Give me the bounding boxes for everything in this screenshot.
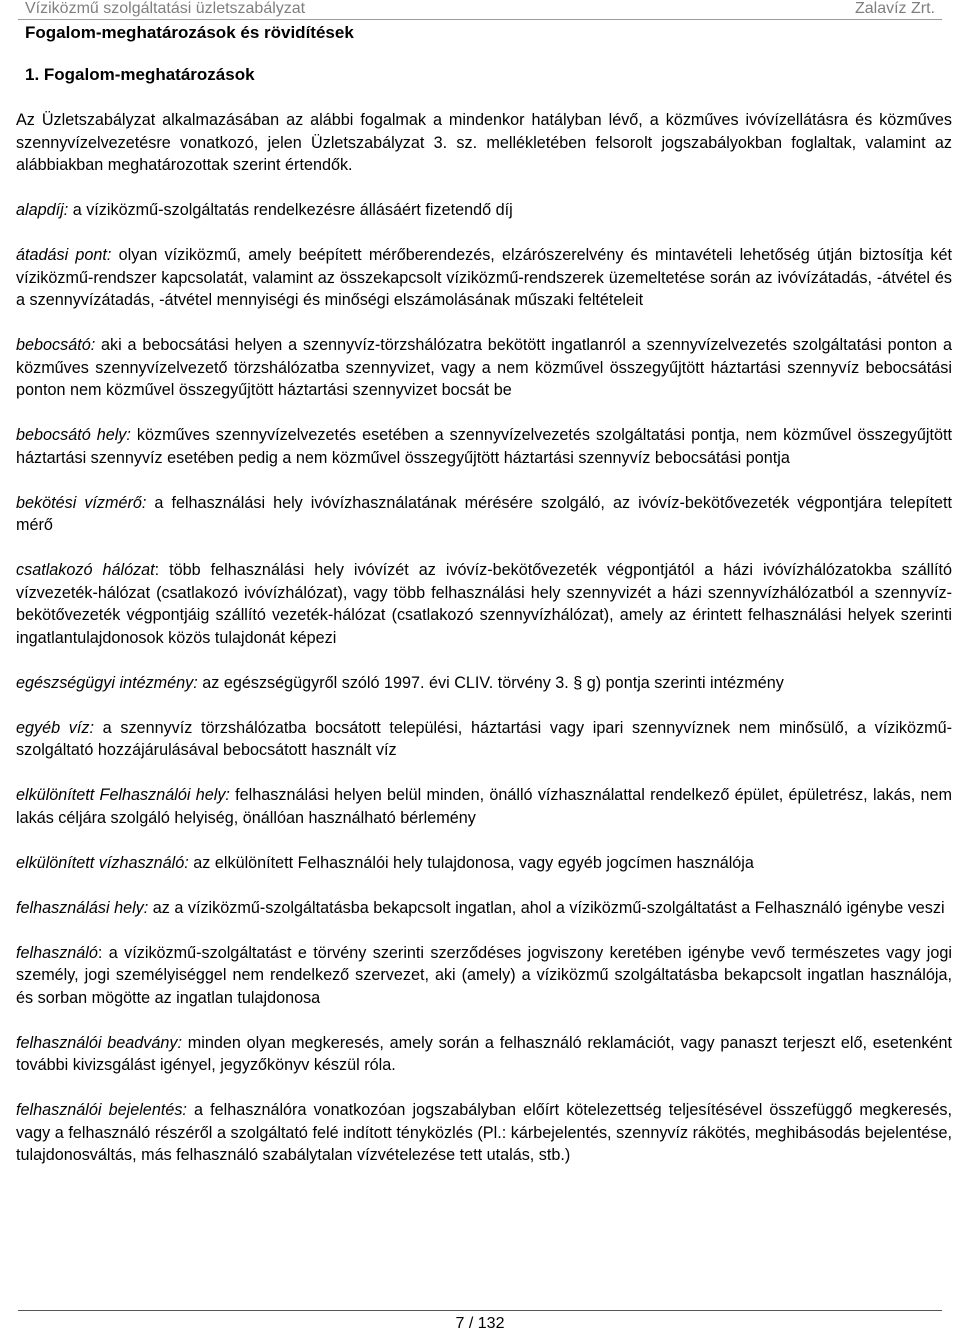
definition-term: felhasználó bbox=[16, 943, 98, 962]
definition-text: felhasználási helyen belül minden, önálló vízhasználattal rendelkező épület, épületrész, lakás, nem lakás céljára szolgáló helyiség, önállóan használható bérlemény bbox=[16, 786, 952, 827]
page-header bbox=[25, 0, 935, 18]
definition-felhasznalo bbox=[16, 942, 952, 1010]
definition-text: az a víziközmű-szolgáltatásba bekapcsolt ingatlan, ahol a víziközmű-szolgáltatást a Felhasználó igénybe veszi bbox=[148, 898, 945, 917]
page-number: 7 / 132 bbox=[455, 1315, 505, 1332]
definition-term: elkülönített Felhasználói hely: bbox=[16, 786, 230, 804]
definition-text: : a víziközmű-szolgáltatást e törvény szerinti szerződéses jogviszony keretében igénybe vevő természetes vagy jogi személy, jogi személyiséggel nem rendelkező szervezet, aki (amely) a víziközmű szolgáltatásba bekapcsolt ingatlan használója, és sorban mögötte az ingatlan tulajdonosa bbox=[16, 943, 952, 1007]
document-body bbox=[16, 109, 952, 1189]
definition-egyeb-viz bbox=[16, 717, 952, 762]
definition-term: bebocsátó hely: bbox=[16, 426, 131, 444]
footer-divider bbox=[18, 1310, 942, 1311]
definition-text: az elkülönített Felhasználói hely tulajdonosa, vagy egyéb jogcímen használója bbox=[188, 853, 754, 872]
definition-bebocsato bbox=[16, 334, 952, 402]
definition-felhasznalasi-hely bbox=[16, 897, 952, 920]
definition-text: közműves szennyvízelvezetés esetében a szennyvízelvezetés szolgáltatási pontja, nem közművel összegyűjtött háztartási szennyvíz esetében pedig a nem közművel összegyűjtött háztartási szennyvíz bebocsátási pontja bbox=[16, 426, 952, 467]
definition-bekotesi-vizmero bbox=[16, 492, 952, 537]
definition-term: bebocsátó: bbox=[16, 336, 96, 354]
document-title: Fogalom-meghatározások és rövidítések bbox=[25, 23, 354, 42]
definition-csatlakozo-halozat bbox=[16, 559, 952, 649]
definition-term: felhasználói beadvány: bbox=[16, 1033, 182, 1052]
header-divider bbox=[18, 19, 942, 20]
definition-elkulonitett-vizhasznalo bbox=[16, 852, 952, 875]
definition-text: aki a bebocsátási helyen a szennyvíz-törzshálózatra bekötött ingatlanról a szennyvízelvezetés szolgáltatási ponton a közműves szennyvízelvezető törzshálózatba szennyvizet, vagy a nem közművel összegyűjtött háztartási szennyvíz bebocsátási ponton nem közművel összegyűjtött háztartási szennyvizet bocsát be bbox=[16, 336, 952, 399]
definition-term: bekötési vízmérő: bbox=[16, 493, 147, 512]
definition-text: : több felhasználási hely ivóvízét az ivóvíz-bekötővezeték végpontjától a házi ivóvízhálózatokba szállító vízvezeték-hálózat (csatlakozó ivóvízhálózat), vagy több felhasználási hely szennyvizét a házi szennyvízhálózatból a szennyvíz-bekötővezeték végpontjáig szállító vezeték-hálózat (csatlakozó szennyvízhálózat), amely az érintett felhasználási helyek szerinti ingatlantulajdonosok közös tulajdonát képezi bbox=[16, 561, 952, 647]
definition-text: a felhasználási hely ivóvízhasználatának mérésére szolgáló, az ivóvíz-bekötővezeték végpontjára telepített mérő bbox=[16, 493, 952, 534]
definition-atadasi-pont bbox=[16, 244, 952, 312]
definition-alapdij bbox=[16, 199, 952, 222]
definition-term: egészségügyi intézmény: bbox=[16, 673, 198, 692]
definition-text: az egészségügyről szóló 1997. évi CLIV. törvény 3. § g) pontja szerinti intézmény bbox=[197, 673, 784, 692]
definition-bebocsato-hely bbox=[16, 424, 952, 469]
section-title: 1. Fogalom-meghatározások bbox=[25, 65, 255, 84]
definition-text: a felhasználóra vonatkozóan jogszabályban előírt kötelezettség teljesítésével összefüggő megkeresés, vagy a felhasználó részéről a szolgáltató felé indított tényközlés (Pl.: kárbejelentés, szennyvíz rákötés, meghibásodás bejelentése, tulajdonosváltás, más felhasználó szabálytalan vízvételezése tett utalás, stb.) bbox=[16, 1101, 952, 1164]
definition-term: felhasználói bejelentés: bbox=[16, 1101, 187, 1119]
header-company-name: Zalavíz Zrt. bbox=[854, 0, 935, 17]
definition-elkulonitett-felhasznaloi-hely bbox=[16, 784, 952, 829]
definition-text: a szennyvíz törzshálózatba bocsátott települési, háztartási vagy ipari szennyvíznek nem minősülő, a víziközmű-szolgáltató hozzájárulásával bebocsátott használt víz bbox=[16, 718, 952, 759]
definition-term: csatlakozó hálózat bbox=[16, 561, 155, 579]
definition-egeszsegugyi-intezmeny bbox=[16, 672, 952, 695]
definition-term: elkülönített vízhasználó: bbox=[16, 853, 189, 872]
definition-text: a víziközmű-szolgáltatás rendelkezésre állásáért fizetendő díj bbox=[68, 201, 513, 219]
definition-felhasznaloi-beadvany bbox=[16, 1032, 952, 1077]
definition-term: felhasználási hely: bbox=[16, 898, 149, 917]
header-document-name: Víziközmű szolgáltatási üzletszabályzat bbox=[25, 0, 306, 17]
definition-term: alapdíj: bbox=[16, 201, 69, 219]
definition-felhasznaloi-bejelentes bbox=[16, 1099, 952, 1167]
definition-text: minden olyan megkeresés, amely során a felhasználó reklamációt, vagy panaszt terjeszt elő, esetenként további kivizsgálást igényel, jegyzőkönyv készül róla. bbox=[16, 1033, 952, 1074]
definition-term: egyéb víz: bbox=[16, 718, 94, 737]
definition-term: átadási pont: bbox=[16, 246, 112, 264]
definition-text: olyan víziközmű, amely beépített mérőberendezés, elzárószerelvény és mintavételi lehetőség útján biztosítja két víziközmű-rendszer kapcsolatát, valamint az összekapcsolt víziközmű-rendszerek üzemeltetése során az ivóvízátadás, -átvétel és a szennyvízátadás, -átvétel mennyiségi és minőségi elszámolásának műszaki feltételeit bbox=[16, 246, 952, 309]
intro-paragraph: Az Üzletszabályzat alkalmazásában az alábbi fogalmak a mindenkor hatályban lévő, a közműves ivóvízellátásra és közműves szennyvízelvezetésre vonatkozó, jelen Üzletszabályzat 3. sz. mellékletében felsorolt jogszabályokban foglaltak, valamint az alábbiakban meghatározottak szerint értendők. bbox=[16, 111, 952, 174]
